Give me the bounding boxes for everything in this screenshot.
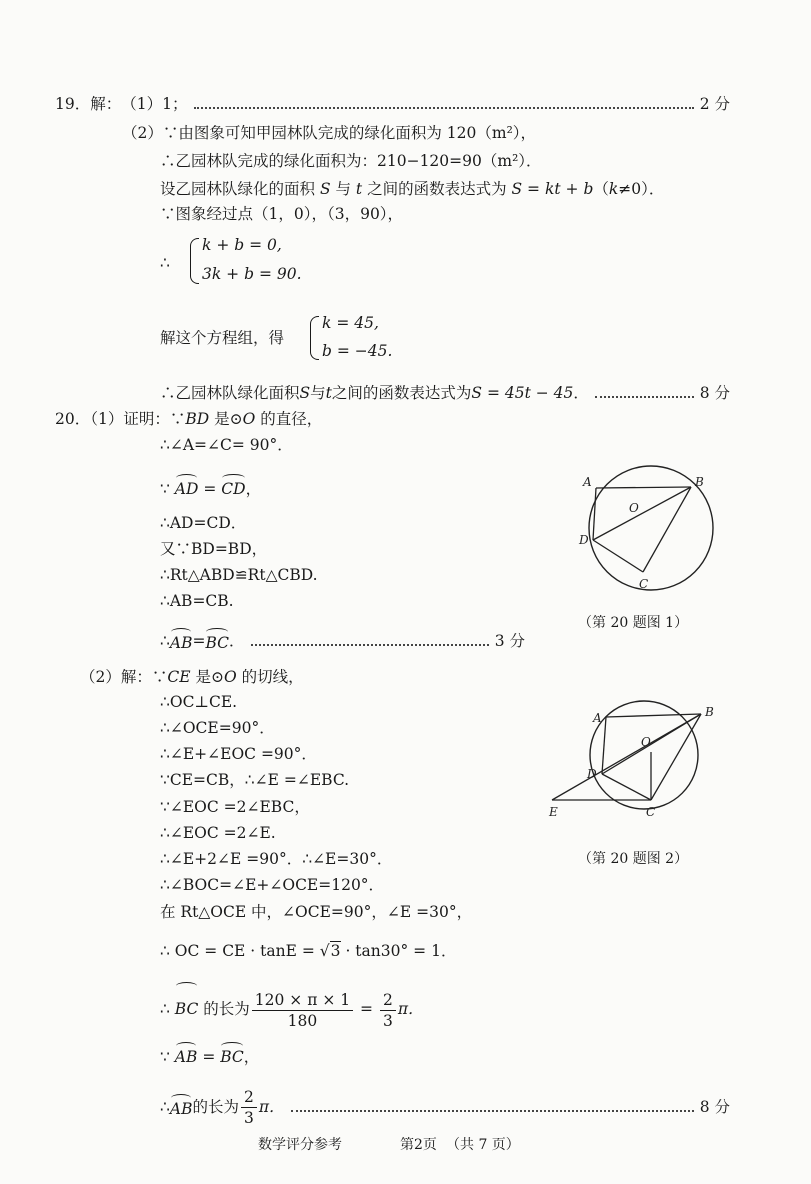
arc-ab: AB [170,628,193,654]
figure-2 [545,698,725,828]
q19-answer1: 1； [162,95,188,113]
arc-bc: BC [205,628,229,654]
equation-brace [190,238,199,284]
q20-m12 [160,982,424,1032]
footer-page: 第2页 [400,1137,437,1153]
q20-line-8 [160,628,525,654]
var-s: S [319,180,331,198]
fraction-two-thirds [380,990,396,1031]
q20-line-3 [160,474,261,500]
q20-text: 是⊙ [190,668,224,686]
equals: = [355,1000,378,1018]
var-s: S [299,384,311,402]
solution-2-text: b = −45. [322,342,393,360]
q19-line-1 [55,93,730,115]
q20-m4: ∴∠E+∠EOC =90°． [160,745,317,763]
q20-m5: ∵CE=CB，∴∠E =∠EBC. [160,771,350,789]
q20-m13 [160,1042,259,1068]
q19-text: ∴乙园林队绿化面积 [160,384,300,402]
footer-left: 数学评分参考 [258,1137,342,1153]
q20-m1 [80,666,304,688]
fig2-label: C [646,805,656,819]
arc-ad: AD [175,474,199,500]
q20-text: 的直径， [255,410,323,428]
q20-m8: ∴∠E+2∠E =90°．∴∠E=30°． [160,850,393,868]
q19-line-9 [160,382,730,404]
q20-text: 的切线， [236,668,304,686]
fraction-denominator: 3 [243,1108,254,1127]
fig1-label: A [583,475,592,489]
arc-bc: BC [220,1042,244,1068]
comma: ， [243,1048,260,1066]
fig2-label: E [549,805,558,819]
fig1-label: O [629,501,639,515]
q20-m3: ∴∠OCE=90°． [160,719,275,737]
solution-2 [322,340,392,362]
seg-ce: CE [167,668,191,686]
q20-line-4: ∴AD=CD． [160,514,247,532]
q20-number: 20． [55,410,91,428]
therefore-symbol: ∴ [160,254,170,272]
q19-text: 之间的函数表达式为 [362,180,512,198]
var-t: t [325,384,332,402]
q20-text: · tan30° = 1． [340,942,457,960]
fig2-seg-ab [606,714,701,717]
pi: π． [258,1098,285,1116]
equation-1-text: k + b = 0, [202,236,282,254]
leader-dots [251,644,489,646]
fraction-numerator: 2 [380,990,396,1011]
fraction-numerator: 2 [241,1087,257,1108]
fig1-label: B [695,475,704,489]
q20-m7: ∴∠EOC =2∠E. [160,824,276,842]
score-mark: 8 分 [699,384,730,402]
q19-text: ∵由图象可知甲园林队完成的绿化面积为 120（m²）， [162,124,537,142]
q19-text: ． [573,384,589,402]
q19-part1: （1） [121,95,163,113]
figure-1-caption: （第 20 题图 1） [578,615,689,631]
arc-bc: BC [175,982,199,1032]
fig2-label: D [587,767,597,781]
equals: = [192,632,206,650]
leader-dots [595,396,694,398]
q20-line-7: ∴AB=CB. [160,592,234,610]
since-symbol: ∵ [160,1048,175,1066]
fig1-label: D [579,533,589,547]
equals: = [198,480,222,498]
score-mark: 8 分 [699,1098,730,1116]
arc-cd: CD [221,474,245,500]
comma: ， [245,480,262,498]
equation-2-text: 3k + b = 90. [202,265,302,283]
therefore-symbol: ∴ [160,632,170,650]
solution-1 [322,312,379,334]
q19-text: 设乙园林队绿化的面积 [160,180,320,198]
fig2-label: O [641,735,651,749]
q20-m14 [160,1084,730,1130]
equation-2 [202,263,302,285]
fig1-seg-ab [596,487,691,488]
q20-text: 的长为 [192,1098,239,1116]
fraction-two-thirds [241,1087,257,1128]
q20-line-1 [55,408,322,430]
q19-line-3: ∴乙园林队完成的绿化面积为：210−120=90（m²）． [160,152,542,170]
formula: S = 45t − 45 [471,384,574,402]
q19-part2: （2） [122,124,163,142]
q19-line-5: ∵图象经过点（1，0），（3，90）， [160,205,404,223]
fraction-denominator: 180 [287,1011,318,1030]
leader-dots [291,1110,694,1112]
fraction-numerator: 120 × π × 1 [252,990,353,1011]
q20-text: 的长为 [198,1000,250,1018]
equation-1 [202,234,282,256]
q20-text: （2）解：∵ [80,668,168,686]
fig2-label: B [705,705,714,719]
footer-total: （共 7 页） [446,1137,520,1153]
fraction-arc-length [252,990,353,1031]
arc-ab: AB [175,1042,198,1068]
fig2-seg-ad [602,717,606,774]
arc-ab: AB [170,1094,193,1120]
q19-text: 与 [330,180,356,198]
fig2-label: A [593,711,602,725]
fig2-seg-bc [651,714,701,800]
q19-number: 19． [55,95,91,113]
fig1-seg-dc [593,540,643,572]
leader-dots [194,107,694,109]
q19-text: 之间的函数表达式为 [331,384,472,402]
q19-text: （ [593,180,609,198]
q20-text: 是⊙ [209,410,243,428]
figure-2-caption: （第 20 题图 2） [578,851,689,867]
sqrt-3: 3 [330,942,341,960]
q19-text: 与 [310,384,326,402]
q20-text: （1）证明：∵ [90,410,186,428]
q20-m9: ∴∠BOC=∠E+∠OCE=120°． [160,876,385,894]
q19-jie: 解： [90,95,122,113]
q19-line-7: 解这个方程组，得 [160,329,285,347]
fig1-label: C [639,577,649,591]
fraction-denominator: 3 [382,1011,393,1030]
q20-m10: 在 Rt△OCE 中，∠OCE=90°，∠E =30°， [160,903,473,921]
solution-1-text: k = 45, [322,314,379,332]
q20-m6: ∵∠EOC =2∠EBC， [160,798,310,816]
therefore-symbol: ∴ [160,1098,170,1116]
period: ． [229,632,245,650]
q20-m11: ∴ OC = CE · tanE = √3 · tan30° = 1． [160,942,457,960]
score-mark: 2 分 [699,95,730,113]
var-t: t [355,180,363,198]
seg-bd: BD [185,410,210,428]
pi: π． [397,1000,424,1018]
fig1-seg-ad [593,488,596,540]
point-o: O [242,410,256,428]
q20-m2: ∴OC⊥CE. [160,693,238,711]
q19-line-4 [160,178,664,200]
solution-brace [310,316,319,360]
q20-text: ∴ OC = CE · tanE = [160,942,320,960]
point-o: O [223,668,237,686]
q19-line-2 [122,122,536,144]
q19-text: ≠0）． [618,180,665,198]
since-symbol: ∵ [160,480,175,498]
formula: S = kt + b [511,180,594,198]
equals: = [197,1048,221,1066]
q20-line-6: ∴Rt△ABD≌Rt△CBD. [160,566,318,584]
q20-line-2: ∴∠A=∠C= 90°． [160,436,293,454]
figure-1 [575,452,725,602]
therefore-symbol: ∴ [160,1000,175,1018]
var-k: k [608,180,619,198]
score-mark: 3 分 [494,632,525,650]
q20-line-5: 又∵BD=BD， [160,540,268,558]
